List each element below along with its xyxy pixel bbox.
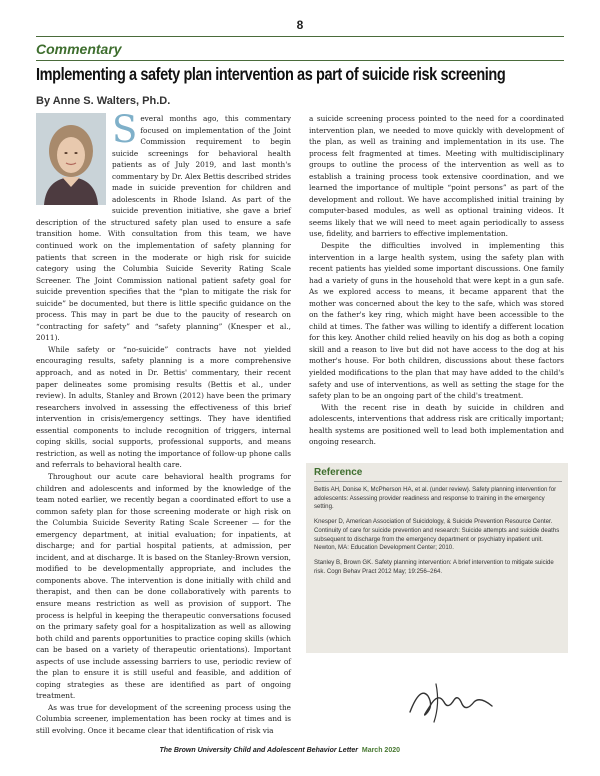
section-label: Commentary [36, 41, 122, 57]
paragraph: Despite the difficulties involved in implementing this intervention in a large health system, using the safety plan with recent patients has yielded some important discussions. One family had a variety of guns in the household that were kept in a gun safe. As we explored access to means, it became apparent that the mother was concerned about the key to the safe, which was stored on the father's key ring, which might have been accessible to the child at times. The father was willing to identify a different location for this key. Another child relied heavily on his dog as both a coping skill and a reason to live but did not have access to the dog at his mother's house. For both children, discussions about these factors yielded modifications to the plan that may have added to the child's safety and use of interventions, as well as setting the stage for the safety plan to be an ongoing part of the child's treatment. [309, 241, 564, 401]
top-rule [36, 36, 564, 37]
publication-name: The Brown University Child and Adolescent Behavior Letter [159, 747, 358, 754]
byline: By Anne S. Walters, Ph.D. [36, 95, 171, 107]
paragraph: everal months ago, this commentary focused on implementation of the Joint Commission requirement to begin suicide screenings for behavioral health patients as of July 2019, and last month's commentary by Dr. Alex Bettis described strides made in suicide prevention for children and adolescents in Rhode Island. As part of the suicide prevention initiative, she gave a brief description of the structured safety plan used to ensure a safe transition home. With consultation from this team, we have continued work on the implementation of safety planning for patients that screen in the moderate or high risk for suicide category using the Columbia Suicide Severity Rating Scale Screener. The Joint Commission national patient safety goal for suicide prevention specifies that the “plan to mitigate the risk for suicide” be documented, but there is little specific guidance on the process. This may in part be due to the paucity of research on “contracting for safety” and “safety planning” (Knesper et al., 2011). [36, 114, 291, 343]
section-rule [36, 60, 564, 61]
reference-list [314, 486, 562, 582]
reference-item: Bettis AH, Donise K, McPherson HA, et al. (under review). Safety planning intervention for adolescents: Assessing provider readiness and response to training in the emergency setting. [314, 486, 557, 511]
drop-cap: S [112, 108, 138, 151]
author-portrait-icon [36, 113, 106, 205]
author-photo [36, 113, 106, 205]
paragraph: As was true for development of the screening process using the Columbia screener, implementation has been rocky at times and is still evolving. Once it became clear that identification of risk via [36, 702, 291, 735]
footer [159, 747, 400, 754]
reference-rule [314, 481, 562, 482]
paragraph: While safety or “no-suicide” contracts have not yielded encouraging results, safety planning is a more comprehensive approach, and as noted in Dr. Bettis' commentary, their recent paper delineates some promising results (Bettis et al., under review). In adults, Stanley and Brown (2012) have been the primary researchers involved in assessing the effectiveness of this brief intervention in crisis/emergency settings. They have identified essential components to include recognition of triggers, internal coping skills, social supports, professional supports, and means restriction, as well as noting the importance of follow-up phone calls and referrals to behavioral health care. [36, 344, 291, 470]
article-title: Implementing a safety plan intervention as part of suicide risk screening [36, 64, 506, 84]
paragraph: With the recent rise in death by suicide in children and adolescents, interventions that address risk are critically important; health systems are positioned well to lead both implementation and ongoing research. [309, 402, 564, 447]
column-left [36, 108, 291, 737]
paragraph: a suicide screening process pointed to the need for a coordinated intervention plan, we needed to move quickly with development of the plan, as well as training and implementation in its use. The process felt fragmented at times. Meeting with multidisciplinary groups to outline the process of the intervention as well as to establish a training process took extensive coordination, and we learned the importance of multiple “point persons” as part of the development and rollout. We have accomplished initial training by computer-based modules, as well as optional training videos. It seems likely that we will need to meet again periodically to assess use, fidelity, and barriers to effective implementation. [309, 114, 564, 239]
column-right [309, 113, 564, 448]
issue-date: March 2020 [361, 747, 400, 754]
page-number: 8 [296, 18, 304, 32]
reference-item: Stanley B, Brown GK. Safety planning intervention: A brief intervention to mitigate suicide risk. Cogn Behav Pract 2012 May; 19:256–264. [314, 558, 554, 575]
reference-item: Knesper D, American Association of Suicidology, & Suicide Prevention Resource Center. Continuity of care for suicide prevention and research: Suicide attempts and suicide deaths subsequent to discharge from the emergency department or psychiatry inpatient unit. Newton, MA: Education Development Center; 2010. [314, 518, 560, 552]
signature-icon [406, 676, 496, 726]
paragraph: Throughout our acute care behavioral health programs for children and adolescents and informed by the knowledge of the team noted earlier, we recently began a coordinated effort to use a common safety plan for those screening moderate or high risk on the Columbia Suicide Severity Rating Scale Screener — for the emergency department, at initial evaluation; for inpatients, at discharge; and for partial hospital patients, at admission, per incident, and at discharge. It is based on the Stanley-Brown version, modified to be developmentally appropriate, and includes the components above. The intervention is done initially with child and therapist, and then can be done collaboratively with parents to ensure means restriction as well as provision of support. The process is helpful in keeping the therapeutic conversations focused on the primary safety goal for a hospitalization as well as allowing both child and parents opportunities to practice coping skills (which can be based on a variety of therapeutic orientations). Important aspects of use include assessing barriers to use, periodic review of the plan to ensure it is still useful and feasible, and addition of coping strategies as these are identified as part of ongoing treatment. [36, 471, 291, 701]
reference-title: Reference [314, 467, 363, 478]
